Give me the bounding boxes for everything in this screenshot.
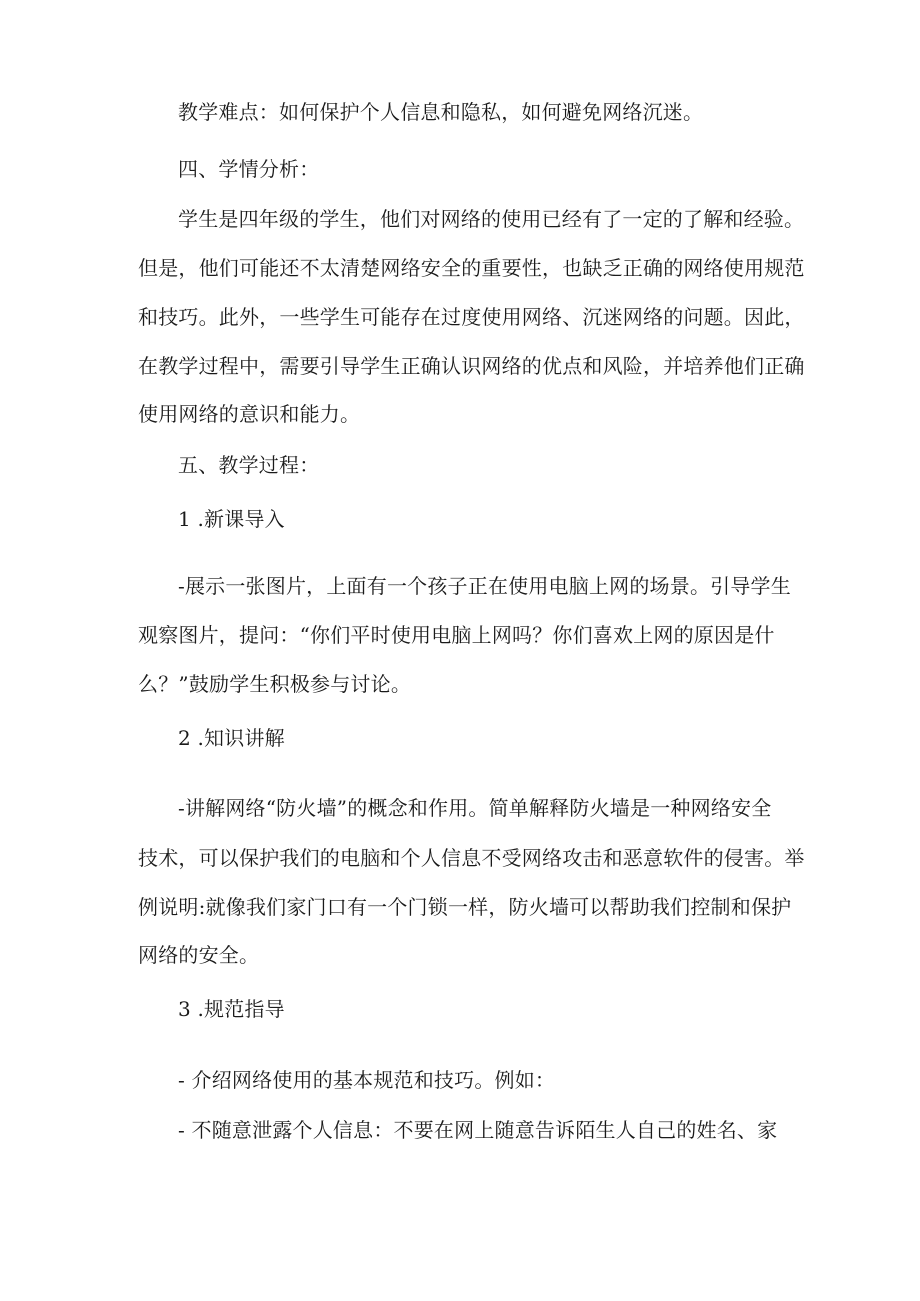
- list-item: - 介绍网络使用的基本规范和技巧。例如：: [178, 1068, 556, 1092]
- heading-teaching-process: 五、教学过程：: [178, 453, 320, 477]
- paragraph-line: -讲解网络“防火墙”的概念和作用。简单解释防火墙是一种网络安全: [178, 796, 772, 820]
- paragraph-line: 在教学过程中，需要引导学生正确认识网络的优点和风险，并培养他们正确: [138, 354, 805, 378]
- paragraph-line: 网络的安全。: [138, 943, 260, 967]
- subheading-knowledge: 2 .知识讲解: [178, 726, 285, 750]
- paragraph-teaching-difficulty: 教学难点：如何保护个人信息和隐私，如何避免网络沉迷。: [178, 100, 704, 124]
- paragraph-line: 观察图片，提问：“你们平时使用电脑上网吗？你们喜欢上网的原因是什: [138, 623, 775, 647]
- paragraph-line: 技术，可以保护我们的电脑和个人信息不受网络攻击和恶意软件的侵害。举: [138, 846, 805, 870]
- heading-learner-analysis: 四、学情分析：: [178, 157, 320, 181]
- list-item: - 不随意泄露个人信息：不要在网上随意告诉陌生人自己的姓名、家: [178, 1118, 778, 1142]
- paragraph-line: 学生是四年级的学生，他们对网络的使用已经有了一定的了解和经验。: [178, 207, 805, 231]
- subheading-new-lesson-intro: 1 .新课导入: [178, 507, 285, 531]
- paragraph-line: 么？”鼓励学生积极参与讨论。: [138, 672, 412, 696]
- paragraph-line: 例说明:就像我们家门口有一个门锁一样，防火墙可以帮助我们控制和保护: [138, 895, 792, 919]
- paragraph-line: 但是，他们可能还不太清楚网络安全的重要性，也缺乏正确的网络使用规范: [138, 256, 805, 280]
- paragraph-line: -展示一张图片，上面有一个孩子正在使用电脑上网的场景。引导学生: [178, 574, 791, 598]
- paragraph-line: 和技巧。此外，一些学生可能存在过度使用网络、沉迷网络的问题。因此，: [138, 305, 805, 329]
- paragraph-line: 使用网络的意识和能力。: [138, 402, 361, 426]
- subheading-norms-guidance: 3 .规范指导: [178, 997, 285, 1021]
